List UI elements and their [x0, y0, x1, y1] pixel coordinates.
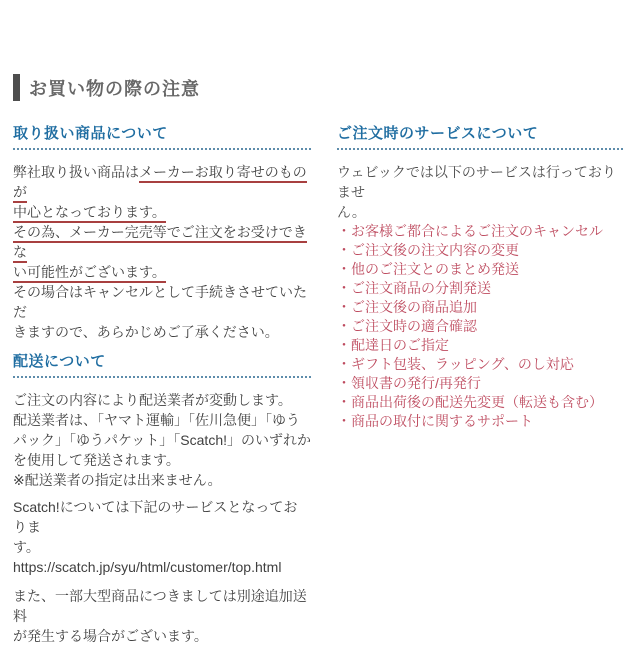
service-list-item: [337, 355, 623, 374]
services-intro: [337, 162, 623, 222]
service-item-label: ご注文後の商品追加: [351, 299, 477, 315]
text-line: [13, 222, 311, 262]
service-list-item: [337, 279, 623, 298]
text-line: [13, 162, 311, 202]
service-item-label: ご注文時の適合確認: [351, 318, 477, 334]
text-line: パック」「ゆうパケット」「Scatch!」のいずれか: [13, 432, 311, 448]
bullet-icon: ・: [337, 318, 351, 334]
text-line: また、一部大型商品につきましては別途追加送料: [13, 588, 307, 624]
content-columns: [13, 122, 628, 646]
text-line: ウェビックでは以下のサービスは行っておりませ: [337, 164, 616, 200]
service-item-label: 領収書の発行/再発行: [351, 375, 481, 391]
shipping-paragraph-1: [13, 390, 311, 490]
service-list-item: [337, 222, 623, 241]
text-line: 配送業者は、「ヤマト運輸」「佐川急便」「ゆう: [13, 412, 300, 428]
service-item-label: 商品出荷後の配送先変更（転送も含む）: [351, 394, 603, 410]
service-list-item: [337, 317, 623, 336]
service-restrictions-list: [337, 222, 623, 431]
service-item-label: 配達日のご指定: [351, 337, 449, 353]
section-heading-shipping: 配送について: [13, 350, 311, 378]
service-list-item: [337, 260, 623, 279]
red-underlined-text: い可能性がございます。: [13, 264, 166, 283]
text-line: Scatch!については下記のサービスとなっておりま: [13, 499, 298, 535]
service-item-label: 商品の取付に関するサポート: [351, 413, 533, 429]
bullet-icon: ・: [337, 356, 351, 372]
service-list-item: [337, 393, 623, 412]
bullet-icon: ・: [337, 280, 351, 296]
service-list-item: [337, 241, 623, 260]
service-list-item: [337, 298, 623, 317]
bullet-icon: ・: [337, 261, 351, 277]
text-line: [13, 202, 311, 222]
service-item-label: ご注文商品の分割発送: [351, 280, 491, 296]
left-column: [13, 122, 311, 646]
service-item-label: ご注文後の注文内容の変更: [351, 242, 519, 258]
plain-text: 弊社取り扱い商品は: [13, 164, 139, 180]
title-accent-bar: [13, 74, 20, 101]
service-list-item: [337, 336, 623, 355]
scatch-url-text: https://scatch.jp/syu/html/customer/top.html: [13, 559, 282, 575]
red-underlined-text: 中心となっております。: [13, 204, 166, 223]
shipping-paragraph-3: [13, 586, 311, 646]
service-list-item: [337, 374, 623, 393]
red-underlined-text: その為、メーカー完売等でご注文をお受けできな: [13, 224, 307, 263]
text-line: ご注文の内容により配送業者が変動します。: [13, 392, 292, 408]
red-underlined-text: メーカーお取り寄せのものが: [13, 164, 307, 203]
text-line: ※配送業者の指定は出来ません。: [13, 472, 222, 488]
text-line: その場合はキャンセルとして手続きさせていただ: [13, 284, 307, 320]
bullet-icon: ・: [337, 394, 351, 410]
shipping-paragraph-2: [13, 497, 311, 577]
bullet-icon: ・: [337, 242, 351, 258]
right-column: [337, 122, 623, 646]
text-line: す。: [13, 539, 40, 555]
page-title-row: [13, 74, 628, 101]
service-item-label: お客様ご都合によるご注文のキャンセル: [351, 223, 603, 239]
service-list-item: [337, 412, 623, 431]
section-heading-services: ご注文時のサービスについて: [337, 122, 623, 150]
service-item-label: ギフト包装、ラッピング、のし対応: [351, 356, 574, 372]
bullet-icon: ・: [337, 375, 351, 391]
section-heading-products: 取り扱い商品について: [13, 122, 311, 150]
bullet-icon: ・: [337, 413, 351, 429]
page-title: お買い物の際の注意: [29, 78, 200, 99]
bullet-icon: ・: [337, 299, 351, 315]
text-line: [13, 262, 311, 282]
bullet-icon: ・: [337, 223, 351, 239]
text-line: が発生する場合がございます。: [13, 628, 208, 644]
text-line: ん。: [337, 204, 366, 220]
products-paragraph-1: [13, 162, 311, 342]
bullet-icon: ・: [337, 337, 351, 353]
service-item-label: 他のご注文とのまとめ発送: [351, 261, 519, 277]
text-line: きますので、あらかじめご了承ください。: [13, 324, 279, 340]
text-line: を使用して発送されます。: [13, 452, 180, 468]
